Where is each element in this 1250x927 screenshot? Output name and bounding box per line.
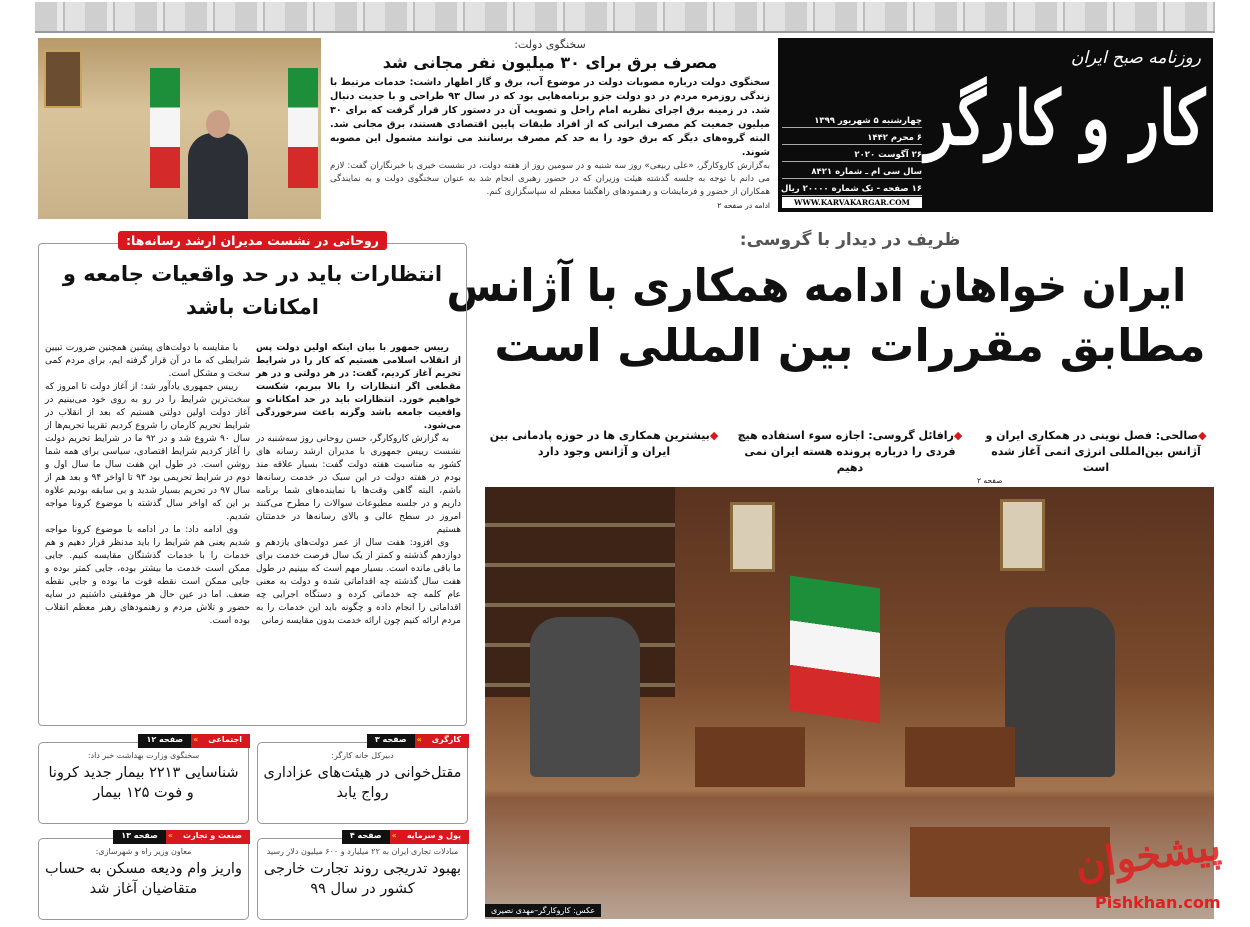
main-story-headline <box>446 230 1220 420</box>
flag-right <box>288 68 318 188</box>
chevron-icon: » <box>191 734 200 748</box>
diamond-bullet-icon: ◆ <box>1198 429 1207 442</box>
subhead: ◆صالحی: فصل نوینی در همکاری ایران و آژانس بین‌المللی انرژی اتمی آغاز شده است صفحه ۲ <box>977 428 1215 483</box>
paragraph: وی ادامه داد: ما در ادامه با موضوع کرونا مواجه شدیم یعنی هم شرایط را باید مدنظر قرار دهیم و هم خدمات را با خدمات گذشتگان مقایسه کنیم. جایی ممکن است خدمت ما بیشتر بوده، جایی کمتر بوده و جایی ممکن است نقطه قوت ما بوده و جایی نقطه ضعف. اما در عین حال هر موفقیتی داشتیم در سایه حضور و تلاش مردم و رهنمودهای رهبر معظم انقلاب بوده است. <box>45 525 250 626</box>
top-article-lead: سخنگوی دولت درباره مصوبات دولت در موضوع آب، برق و گاز اظهار داشت: خدمات مرتبط با زندگی روزمره مردم در دو دولت جزو برنامه‌هایی بود که در سال ۹۳ طراحی و با جدیت دنبال شد. در زمینه برق اجرای نظریه امام راحل و تصویب آن در دستور کار قرار گرفت که برای ۳۰ میلیون جمعیت کم مصرف ایرانی که از افراد طبقات پایین اقتصادی هستند، برق مجانی شد. البته گروه‌های دیگر که برق خود را به حد کم مصرف برسانند می توانند مشمول این مصوبه شوند. <box>330 77 771 158</box>
section-tag: پول و سرمایه » صفحه ۴ <box>342 830 469 844</box>
masthead-logo-area <box>924 76 1205 182</box>
speaker-head <box>206 110 230 138</box>
chevron-icon: » <box>166 830 175 844</box>
issue-date-hijri: ۶ محرم ۱۴۴۲ <box>782 132 922 145</box>
news-box-content <box>43 743 244 821</box>
news-box-labor[interactable] <box>257 735 468 824</box>
speaker-figure <box>188 133 248 219</box>
pishkhan-watermark-url: Pishkhan.com <box>1095 893 1221 912</box>
top-article-kicker: سخنگوی دولت: <box>514 38 586 51</box>
main-title-line-1: ایران خواهان ادامه همکاری با آژانس <box>446 259 1187 312</box>
main-title-line-2: مطابق مقررات بین المللی است <box>494 319 1206 372</box>
section-tag: اجتماعی » صفحه ۱۲ <box>138 734 250 748</box>
subhead: ◆بیشترین همکاری ها در حوزه پادمانی بین ایران و آژانس وجود دارد <box>489 429 719 458</box>
masthead-logo: کار و کارگر <box>924 76 1205 162</box>
chevron-icon: » <box>390 830 399 844</box>
iran-flag <box>790 576 880 724</box>
paragraph: وی افزود: هفت سال از عمر دولت‌های یازدهم و دوازدهم گذشته و کمتر از یک سال فرصت خدمت برای ما باقی مانده است. بسیار مهم است که ببینیم در طول هفت سال گذشته چه اقداماتی شده و دولت به معنی عام کلمه چه خدماتی کرده و دستگاه اجرایی چه اقداماتی را انجام داده و چگونه باید این خدمات را به مردم ارائه کنیم چون ارائه خدمت بدون مقایسه زمانی <box>256 538 461 626</box>
main-story-subheads <box>485 428 1215 483</box>
news-box-kicker: سخنگوی وزارت بهداشت خبر داد: <box>87 751 200 760</box>
news-box-content <box>262 743 463 821</box>
news-box-content <box>43 839 244 917</box>
masthead-subtitle: روزنامه صبح ایران <box>1070 48 1201 68</box>
section-tag: صنعت و تجارت » صفحه ۱۳ <box>113 830 250 844</box>
news-box-social[interactable] <box>38 735 249 824</box>
side-table <box>905 727 1015 787</box>
portrait-frame <box>1000 499 1045 571</box>
top-article-title[interactable]: مصرف برق برای ۳۰ میلیون نفر مجانی شد <box>382 53 718 72</box>
news-box-content <box>262 839 463 917</box>
decorative-header-stripe <box>35 2 1215 33</box>
news-box-kicker: مبادلات تجاری ایران به ۲۲ میلیارد و ۶۰۰ میلیون دلار رسید <box>266 847 459 856</box>
portrait-frame <box>730 502 775 572</box>
news-box-title: واریز وام ودیعه مسکن به حساب متقاضیان آغاز شد <box>45 861 242 897</box>
subheads-page-ref[interactable]: صفحه ۲ <box>977 476 1003 485</box>
website-url[interactable]: WWW.KARVAKARGAR.COM <box>782 197 922 208</box>
chevron-icon: » <box>415 734 424 748</box>
rouhani-lead: رییس جمهور با بیان اینکه اولین دولت پس از انقلاب اسلامی هستیم که کار را در شرایط تحریم آغاز کردیم، گفت: در هر دولتی و در هر مقطعی اگر انتظارات را بالا ببریم، شکست خواهیم خورد. انتظارات باید در حد امکانات و واقعیت جامعه باشد وگرنه باعث سرخوردگی می‌شود. <box>256 343 461 431</box>
news-box-industry[interactable] <box>38 831 249 920</box>
news-box-title: مقتل‌خوانی در هیئت‌های عزاداری رواج یابد <box>263 765 462 801</box>
paragraph: رییس جمهوری یادآور شد: از آغاز دولت تا امروز که سخت‌ترین شرایط را در رو به روی خود می‌بینیم در آغاز دولت اولین دولتی هستیم که بعد از انقلاب در شرایط تحریم کارمان را شروع کردیم تقریبا تحریم‌ها از سال ۹۰ شروع شد و در ۹۲ ما در شرایط تحریم دولت را آغاز کردیم شرایط اقتصادی، سیاسی برای همه شما روشن است. در طول این هفت سال ما سال اول و دوم در شرایط تحریمی بود ۹۳ تا اواخر ۹۴ و بعد هم از سال ۹۷ در تحریم بسیار شدید و بی سابقه بودیم علاوه بر این که اواخر سال گذشته با موضوع کرونا مواجه شدیم. <box>45 382 251 522</box>
issue-price: ۱۶ صفحه - تک شماره ۲۰۰۰۰ ریال <box>781 184 922 194</box>
photo-caption: عکس: کاروکارگر–مهدی نصیری <box>485 904 601 917</box>
rouhani-story-title[interactable]: انتظارات باید در حد واقعیات جامعه و امکانات باشد <box>62 262 443 319</box>
zarif-figure <box>1005 607 1115 777</box>
masthead <box>778 38 1213 212</box>
grossi-figure <box>530 617 640 777</box>
news-box-finance[interactable] <box>257 831 468 920</box>
flag-left <box>150 68 180 188</box>
news-box-kicker: دبیرکل خانه کارگر: <box>331 751 394 760</box>
top-article <box>330 38 770 218</box>
diamond-bullet-icon: ◆ <box>709 429 719 442</box>
section-tag: کارگری » صفحه ۳ <box>367 734 469 748</box>
paragraph: با مقایسه با دولت‌های پیشین همچنین ضرورت تبیین شرایطی که ما در آن قرار گرفته ایم، برای مردم کمی سخت و مشکل است. <box>45 343 250 379</box>
news-box-title: شناسایی ۲۲۱۳ بیمار جدید کرونا و فوت ۱۲۵ بیمار <box>48 765 239 801</box>
news-box-title: بهبود تدریجی روند تجارت خارجی کشور در سال ۹۹ <box>263 861 462 897</box>
issue-date-gregorian: ۲۶ آگوست ۲۰۲۰ <box>782 149 922 162</box>
top-article-body: به‌گزارش کاروکارگر، «علی ربیعی» روز سه شنبه و در سومین روز از هفته دولت، در نشست خبری با خبرنگاران گفت: لازم می دانم با توجه به جلسه گذشته هیئت وزیران که در حضور رهبری انجام شد به عنوان سخنگوی دولت و به نمایندگی همکاران از حضور و فرمایشات و رهنمودهای راهگشا معظم له سپاسگزاری کنم. <box>330 161 770 197</box>
rouhani-column-right <box>256 342 461 720</box>
side-table <box>695 727 805 787</box>
issue-date-persian: چهارشنبه ۵ شهریور ۱۳۹۹ <box>782 115 922 128</box>
main-story-title[interactable] <box>446 256 1220 376</box>
rouhani-story-kicker: روحانی در نشست مدیران ارشد رسانه‌ها: <box>118 231 387 250</box>
news-box-kicker: معاون وزیر راه و شهرسازی: <box>95 847 192 856</box>
subhead: ◆رافائل گروسی: اجازه سوء استفاده هیچ فردی را درباره پرونده هسته ایران نمی دهیم <box>737 429 963 474</box>
top-photo-government-spokesman <box>38 38 321 219</box>
pishkhan-watermark: پیشخوان <box>1072 822 1224 889</box>
paragraph: به گزارش کاروکارگر، حسن روحانی روز سه‌شنبه در نشست رییس جمهوری با مدیران ارشد رسانه های کشور به مناسبت هفته دولت گفت: بسیار علاقه مند بودم در هفته دولت در این سبک در خدمت رسانه‌ها باشم، البته گاهی وقت‌ها با نماینده‌های شما برنامه داریم و در جلسه مطبوعات سوالات را مطرح می‌کنند امروز در سطح عالی و بالای رسانه‌ها در خدمتتان هستیم <box>256 434 461 535</box>
portrait-frame <box>44 50 82 108</box>
issue-number: سال سی ام ـ شماره ۸۴۲۱ <box>782 166 922 179</box>
main-story-kicker: ظریف در دیدار با گروسی: <box>739 230 961 250</box>
diamond-bullet-icon: ◆ <box>953 429 963 442</box>
top-article-continued[interactable]: ادامه در صفحه ۲ <box>717 201 770 210</box>
rouhani-column-left <box>45 342 250 720</box>
